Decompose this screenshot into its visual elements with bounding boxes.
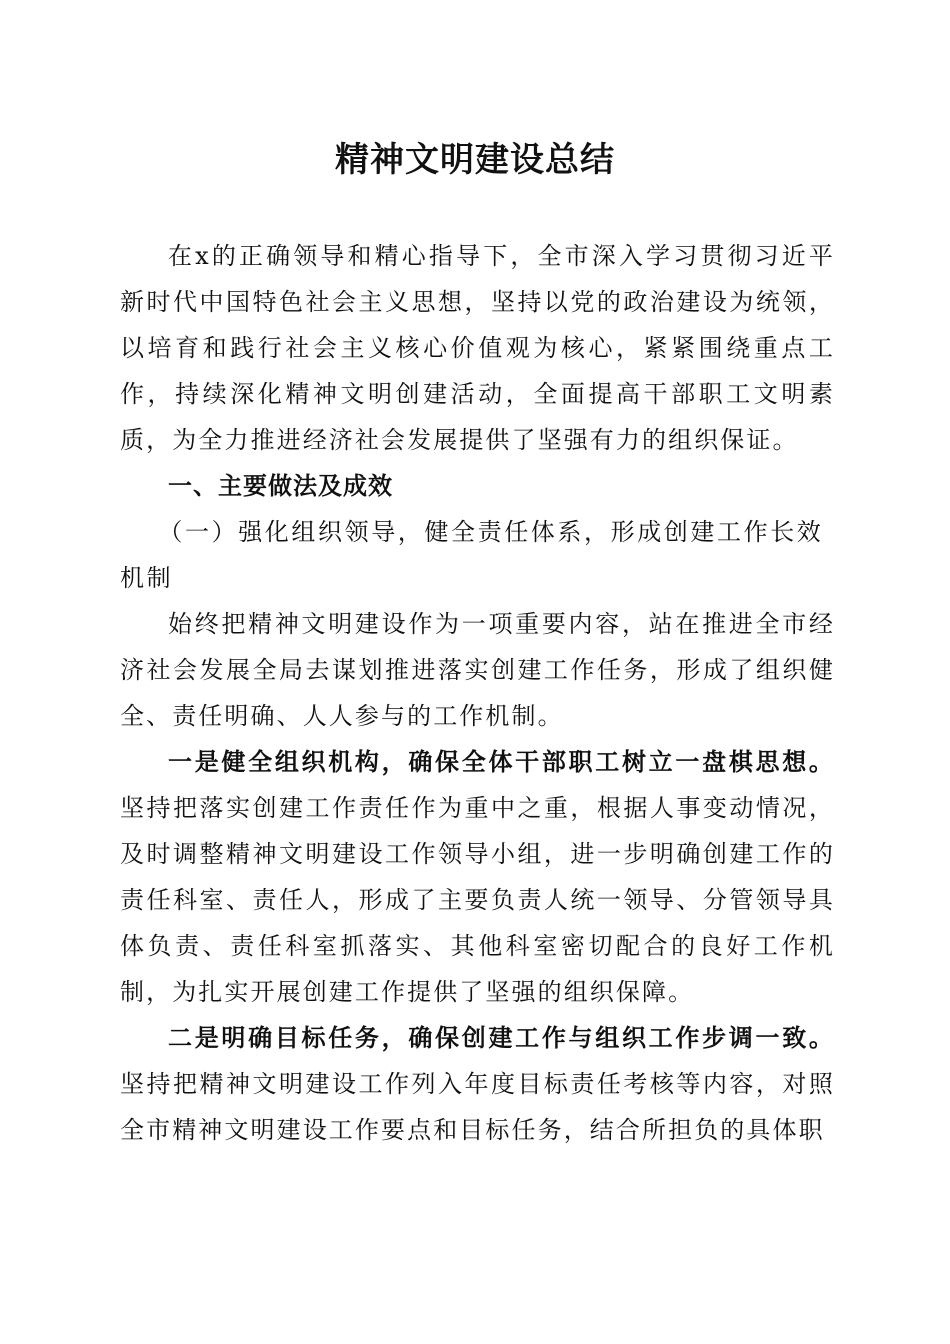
point-one-text: 坚持把落实创建工作责任作为重中之重，根据人事变动情况，及时调整精神文明建设工作领导小组，进一步明确创建工作的责任科室、责任人，形成了主要负责人统一领导、分管领导具体负责、责任科室抓落实、其他科室密切配合的良好工作机制，为扎实开展创建工作提供了坚强的组织保障。 — [120, 794, 835, 1006]
subsection-paragraph: 始终把精神文明建设作为一项重要内容，站在推进全市经济社会发展全局去谋划推进落实创建工作任务，形成了组织健全、责任明确、人人参与的工作机制。 — [120, 610, 835, 730]
point-two-lead: 二是明确目标任务，确保创建工作与组织工作步调一致。 — [168, 1023, 835, 1052]
subsection-heading-organization: （一）强化组织领导，健全责任体系，形成创建工作长效机制 — [120, 518, 824, 592]
document-body — [120, 233, 835, 1153]
section-heading-main-practices: 一、主要做法及成效 — [168, 472, 393, 500]
point-two-paragraph — [120, 1015, 835, 1153]
document-title: 精神文明建设总结 — [335, 140, 615, 180]
point-one-lead: 一是健全组织机构，确保全体干部职工树立一盘棋思想。 — [168, 747, 835, 776]
point-two-text: 坚持把精神文明建设工作列入年度目标责任考核等内容，对照全市精神文明建设工作要点和目标任务，结合所担负的具体职 — [120, 1070, 835, 1144]
point-one-paragraph — [120, 739, 835, 1015]
intro-paragraph: 在x的正确领导和精心指导下，全市深入学习贯彻习近平新时代中国特色社会主义思想，坚持以党的政治建设为统领，以培育和践行社会主义核心价值观为核心，紧紧围绕重点工作，持续深化精神文明创建活动，全面提高干部职工文明素质，为全力推进经济社会发展提供了坚强有力的组织保证。 — [120, 242, 835, 454]
